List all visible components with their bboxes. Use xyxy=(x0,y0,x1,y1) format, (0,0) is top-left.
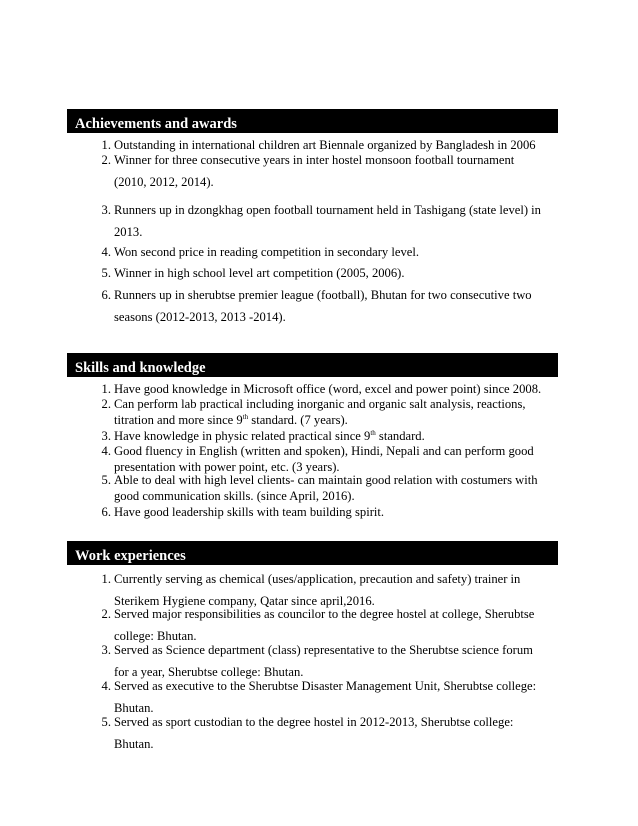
list-item: 3. Have knowledge in physic related practical since 9th standard. xyxy=(101,428,425,443)
list-item: 3. Served as Science department (class) representative to the Sherubtse science forum for a year, Sherubtse college: Bhutan. xyxy=(101,643,533,679)
list-item: 5. Served as sport custodian to the degree hostel in 2012-2013, Sherubtse college: Bhutan. xyxy=(101,715,514,751)
list-item: 1. Outstanding in international children art Biennale organized by Bangladesh in 2006 xyxy=(101,138,536,152)
list-item: 5. Winner in high school level art competition (2005, 2006). xyxy=(101,266,405,280)
list-item: 2. Served major responsibilities as councilor to the degree hostel at college, Sherubtse college: Bhutan. xyxy=(101,607,535,643)
list-item: 1. Currently serving as chemical (uses/application, precaution and safety) trainer in Sterikem Hygiene company, Qatar since april,2016. xyxy=(101,572,521,608)
list-item: 4. Served as executive to the Sherubtse Disaster Management Unit, Sherubtse college: Bhutan. xyxy=(101,679,537,715)
list-item: 1. Have good knowledge in Microsoft office (word, excel and power point) since 2008. xyxy=(101,382,542,396)
list-item: 4. Good fluency in English (written and spoken), Hindi, Nepali and can perform good presentation with power point, etc. (3 years). xyxy=(101,444,534,474)
list-item: 5. Able to deal with high level clients- can maintain good relation with costumers with good communication skills. (since April, 2016). xyxy=(101,473,538,503)
list-item: 3. Runners up in dzongkhag open football tournament held in Tashigang (state level) in 2013. xyxy=(101,203,541,239)
section-heading-achievements: Achievements and awards xyxy=(67,109,558,133)
list-item: 2. Winner for three consecutive years in inter hostel monsoon football tournament (2010, 2012, 2014). xyxy=(101,153,515,189)
list-item: 6. Have good leadership skills with team building spirit. xyxy=(101,505,385,519)
section-heading-skills: Skills and knowledge xyxy=(67,353,558,377)
list-item: 6. Runners up in sherubtse premier league (football), Bhutan for two consecutive two seasons (2012-2013, 2013 -2014). xyxy=(101,288,532,324)
list-item: 4. Won second price in reading competition in secondary level. xyxy=(101,245,419,259)
list-item: 2. Can perform lab practical including inorganic and organic salt analysis, reactions, titration and more since 9th standard. (7 years). xyxy=(101,397,526,427)
section-heading-work: Work experiences xyxy=(67,541,558,565)
